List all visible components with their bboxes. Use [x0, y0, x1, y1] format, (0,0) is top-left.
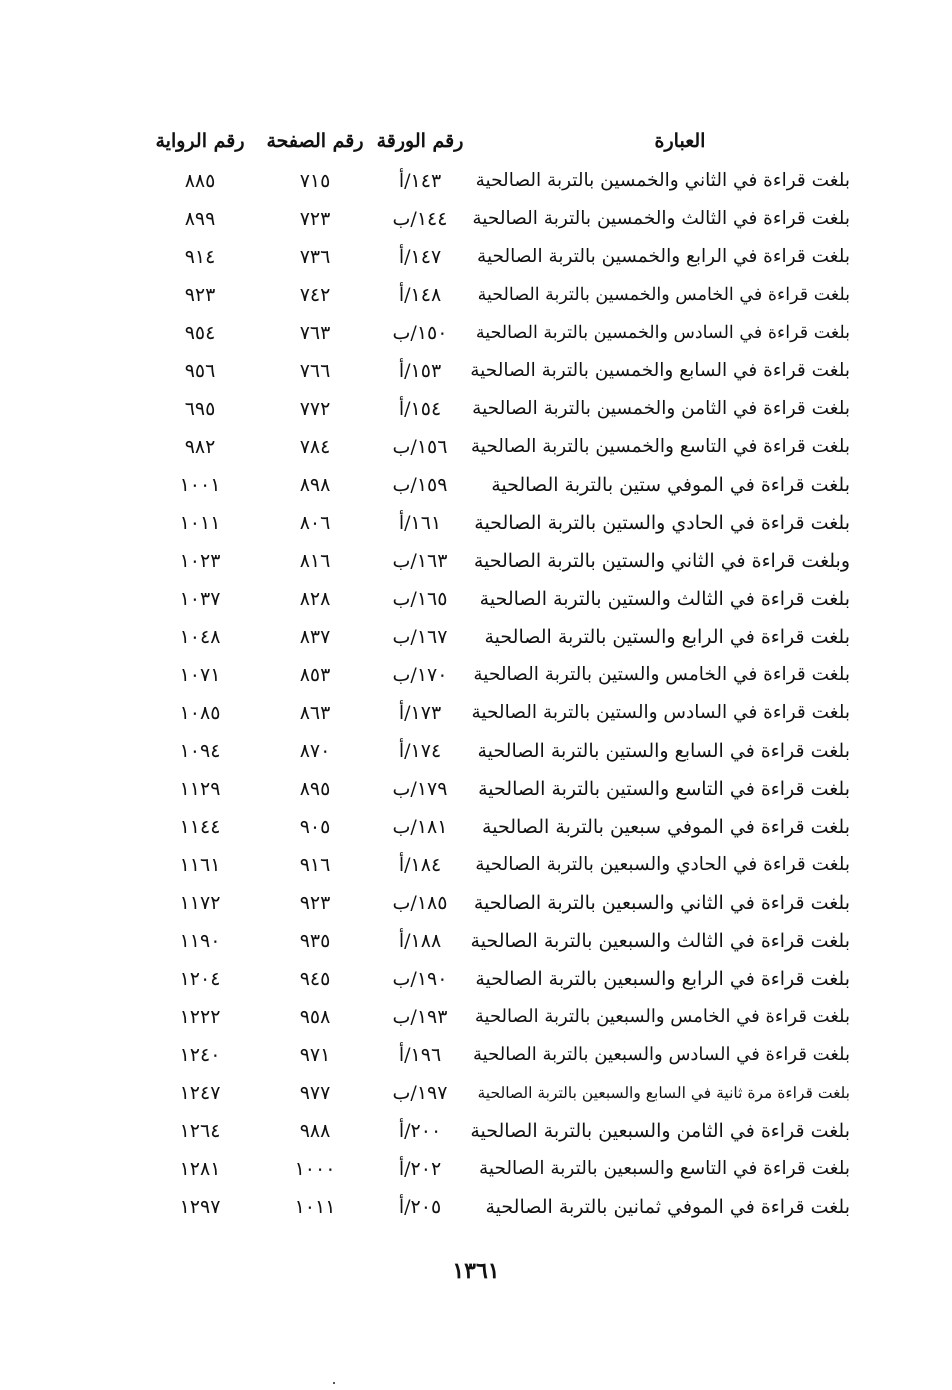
- row-text: بلغت قراءة في التاسع والخمسين بالتربة الصالحية: [470, 436, 850, 457]
- row-narration: ١٠٢٣: [179, 550, 221, 572]
- row-page: ٨٩٨: [299, 474, 331, 496]
- row-leaf: ١٧٤/أ: [398, 740, 442, 762]
- row-text: بلغت قراءة في السادس والخمسين بالتربة الصالحية: [475, 323, 850, 343]
- table-row: [100, 238, 860, 276]
- row-leaf: ١٨٤/أ: [398, 854, 442, 876]
- row-narration: ١٠٣٧: [179, 588, 221, 610]
- row-page: ٨٧٠: [299, 740, 331, 762]
- row-leaf: ١٧٣/أ: [398, 702, 442, 724]
- table-row: [100, 770, 860, 808]
- row-text: بلغت قراءة في الثالث والسبعين بالتربة الصالحية: [470, 930, 850, 952]
- row-page: ٧٤٢: [299, 284, 331, 306]
- row-text: بلغت قراءة في الرابع والستين بالتربة الصالحية: [484, 626, 850, 648]
- row-leaf: ١٤٤/ب: [392, 208, 448, 230]
- header-narration: رقم الرواية: [155, 130, 245, 152]
- table-row: [100, 390, 860, 428]
- row-narration: ١٢٨١: [179, 1158, 221, 1180]
- row-leaf: ١٤٨/أ: [398, 284, 442, 306]
- row-page: ٧٢٣: [299, 208, 331, 230]
- row-page: ٨٢٨: [299, 588, 331, 610]
- row-narration: ١١٤٤: [179, 816, 221, 838]
- row-narration: ٦٩٥: [184, 398, 216, 420]
- table-row: [100, 580, 860, 618]
- table-row: [100, 1188, 860, 1226]
- row-text: بلغت قراءة في الثامن والخمسين بالتربة الصالحية: [472, 398, 850, 419]
- row-text: بلغت قراءة مرة ثانية في السابع والسبعين بالتربة الصالحية: [477, 1084, 850, 1102]
- table-row: [100, 162, 860, 200]
- table-body: [100, 162, 860, 1226]
- row-narration: ١٠٨٥: [179, 702, 221, 724]
- row-leaf: ١٩٧/ب: [392, 1082, 448, 1104]
- table-row: [100, 1074, 860, 1112]
- row-narration: ١٢٢٢: [179, 1006, 221, 1028]
- row-text: بلغت قراءة في الخامس والسبعين بالتربة الصالحية: [474, 1006, 850, 1027]
- header-leaf: رقم الورقة: [376, 130, 464, 152]
- row-page: ٧٣٦: [299, 246, 331, 268]
- table-row: [100, 656, 860, 694]
- row-narration: ١٠٩٤: [179, 740, 221, 762]
- table-row: [100, 314, 860, 352]
- row-text: بلغت قراءة في الثالث والستين بالتربة الصالحية: [479, 588, 850, 610]
- row-narration: ٨٩٩: [184, 208, 216, 230]
- row-leaf: ٢٠٢/أ: [398, 1158, 442, 1180]
- row-leaf: ١٦٣/ب: [392, 550, 448, 572]
- row-text: بلغت قراءة في الرابع والسبعين بالتربة الصالحية: [475, 968, 850, 990]
- row-page: ٩١٦: [299, 854, 331, 876]
- row-narration: ١٠٤٨: [179, 626, 221, 648]
- table-row: [100, 504, 860, 542]
- row-page: ٩٥٨: [299, 1006, 331, 1028]
- row-text: بلغت قراءة في الرابع والخمسين بالتربة الصالحية: [477, 246, 850, 267]
- readings-table: [100, 122, 860, 1226]
- row-narration: ٩٢٣: [184, 284, 216, 306]
- row-leaf: ١٥٣/أ: [398, 360, 442, 382]
- row-text: بلغت قراءة في الموفي ثمانين بالتربة الصالحية: [485, 1196, 850, 1218]
- row-page: ٧٦٣: [299, 322, 331, 344]
- table-row: [100, 1036, 860, 1074]
- table-row: [100, 466, 860, 504]
- row-leaf: ١٦١/أ: [398, 512, 442, 534]
- row-narration: ٨٨٥: [184, 170, 216, 192]
- row-text: بلغت قراءة في الحادي والسبعين بالتربة الصالحية: [475, 854, 850, 875]
- row-leaf: ١٥٠/ب: [392, 322, 448, 344]
- row-text: بلغت قراءة في السادس والستين بالتربة الصالحية: [471, 702, 850, 723]
- row-text: بلغت قراءة في الثامن والسبعين بالتربة الصالحية: [470, 1120, 850, 1142]
- row-narration: ١١٧٢: [179, 892, 221, 914]
- row-text: بلغت قراءة في الثالث والخمسين بالتربة الصالحية: [472, 208, 850, 229]
- row-page: ٨٥٣: [299, 664, 331, 686]
- row-page: ٨٦٣: [299, 702, 331, 724]
- row-page: ٩٠٥: [299, 816, 331, 838]
- row-narration: ١١٩٠: [179, 930, 221, 952]
- row-page: ٩٢٣: [299, 892, 331, 914]
- row-leaf: ١٥٩/ب: [392, 474, 448, 496]
- row-narration: ١٢٠٤: [179, 968, 221, 990]
- row-leaf: ١٩٣/ب: [392, 1006, 448, 1028]
- row-page: ٩٣٥: [299, 930, 331, 952]
- table-row: [100, 200, 860, 238]
- table-row: [100, 998, 860, 1036]
- row-leaf: ٢٠٠/أ: [398, 1120, 442, 1142]
- table-row: [100, 276, 860, 314]
- table-row: [100, 884, 860, 922]
- row-leaf: ١٥٤/أ: [398, 398, 442, 420]
- row-page: ٩٧١: [299, 1044, 331, 1066]
- row-leaf: ١٥٦/ب: [392, 436, 448, 458]
- row-narration: ١٠٧١: [179, 664, 221, 686]
- row-narration: ٩٨٢: [184, 436, 216, 458]
- row-leaf: ١٨٥/ب: [392, 892, 448, 914]
- row-text: بلغت قراءة في التاسع والسبعين بالتربة الصالحية: [478, 1158, 850, 1179]
- page-number: ١٣٦١: [452, 1258, 500, 1284]
- row-leaf: ١٤٣/أ: [398, 170, 442, 192]
- row-narration: ١١٢٩: [179, 778, 221, 800]
- row-page: ٧٨٤: [299, 436, 331, 458]
- row-narration: ١٠٠١: [179, 474, 221, 496]
- row-narration: ٩٥٤: [184, 322, 216, 344]
- row-narration: ١٢٩٧: [179, 1196, 221, 1218]
- table-row: [100, 542, 860, 580]
- row-page: ٨٣٧: [299, 626, 331, 648]
- row-leaf: ١٨١/ب: [392, 816, 448, 838]
- scan-speck: [333, 1382, 335, 1384]
- row-leaf: ١٨٨/أ: [398, 930, 442, 952]
- table-row: [100, 960, 860, 998]
- header-text: العبارة: [654, 130, 706, 152]
- row-text: بلغت قراءة في السابع والخمسين بالتربة الصالحية: [470, 360, 850, 381]
- row-narration: ٩٥٦: [184, 360, 216, 382]
- row-page: ١٠٠٠: [294, 1158, 336, 1180]
- row-narration: ١٢٦٤: [179, 1120, 221, 1142]
- row-page: ٨١٦: [299, 550, 331, 572]
- row-page: ٩٨٨: [299, 1120, 331, 1142]
- row-leaf: ١٩٦/أ: [398, 1044, 442, 1066]
- table-header: [100, 122, 860, 162]
- table-row: [100, 1112, 860, 1150]
- row-page: ٧٦٦: [299, 360, 331, 382]
- row-leaf: ١٩٠/ب: [392, 968, 448, 990]
- table-row: [100, 694, 860, 732]
- row-text: بلغت قراءة في الخامس والستين بالتربة الصالحية: [473, 664, 850, 685]
- header-page: رقم الصفحة: [266, 130, 364, 152]
- row-text: بلغت قراءة في الموفي سبعين بالتربة الصالحية: [482, 816, 850, 838]
- table-row: [100, 732, 860, 770]
- row-text: بلغت قراءة في الخامس والخمسين بالتربة الصالحية: [477, 285, 850, 305]
- row-page: ٨٩٥: [299, 778, 331, 800]
- table-row: [100, 428, 860, 466]
- table-row: [100, 922, 860, 960]
- row-narration: ١١٦١: [179, 854, 221, 876]
- table-row: [100, 846, 860, 884]
- row-leaf: ٢٠٥/أ: [398, 1196, 442, 1218]
- table-row: [100, 1150, 860, 1188]
- row-narration: ١٢٤٧: [179, 1082, 221, 1104]
- row-text: بلغت قراءة في الثاني والخمسين بالتربة الصالحية: [475, 170, 850, 191]
- row-leaf: ١٧٩/ب: [392, 778, 448, 800]
- row-leaf: ١٧٠/ب: [392, 664, 448, 686]
- row-page: ٧٧٢: [299, 398, 331, 420]
- row-leaf: ١٤٧/أ: [398, 246, 442, 268]
- row-text: بلغت قراءة في السابع والستين بالتربة الصالحية: [477, 740, 850, 762]
- row-leaf: ١٦٥/ب: [392, 588, 448, 610]
- row-narration: ١٢٤٠: [179, 1044, 221, 1066]
- row-text: بلغت قراءة في الموفي ستين بالتربة الصالحية: [491, 474, 850, 496]
- row-narration: ١٠١١: [179, 512, 221, 534]
- table-row: [100, 352, 860, 390]
- row-text: بلغت قراءة في الحادي والستين بالتربة الصالحية: [474, 512, 850, 534]
- row-text: وبلغت قراءة في الثاني والستين بالتربة الصالحية: [473, 550, 850, 572]
- table-row: [100, 808, 860, 846]
- row-leaf: ١٦٧/ب: [392, 626, 448, 648]
- row-page: ٨٠٦: [299, 512, 331, 534]
- row-narration: ٩١٤: [184, 246, 216, 268]
- row-page: ٩٧٧: [299, 1082, 331, 1104]
- row-page: ٩٤٥: [299, 968, 331, 990]
- row-text: بلغت قراءة في السادس والسبعين بالتربة الصالحية: [473, 1044, 850, 1065]
- table-row: [100, 618, 860, 656]
- row-page: ١٠١١: [294, 1196, 336, 1218]
- row-text: بلغت قراءة في الثاني والسبعين بالتربة الصالحية: [473, 892, 850, 914]
- row-page: ٧١٥: [299, 170, 331, 192]
- row-text: بلغت قراءة في التاسع والستين بالتربة الصالحية: [478, 778, 850, 800]
